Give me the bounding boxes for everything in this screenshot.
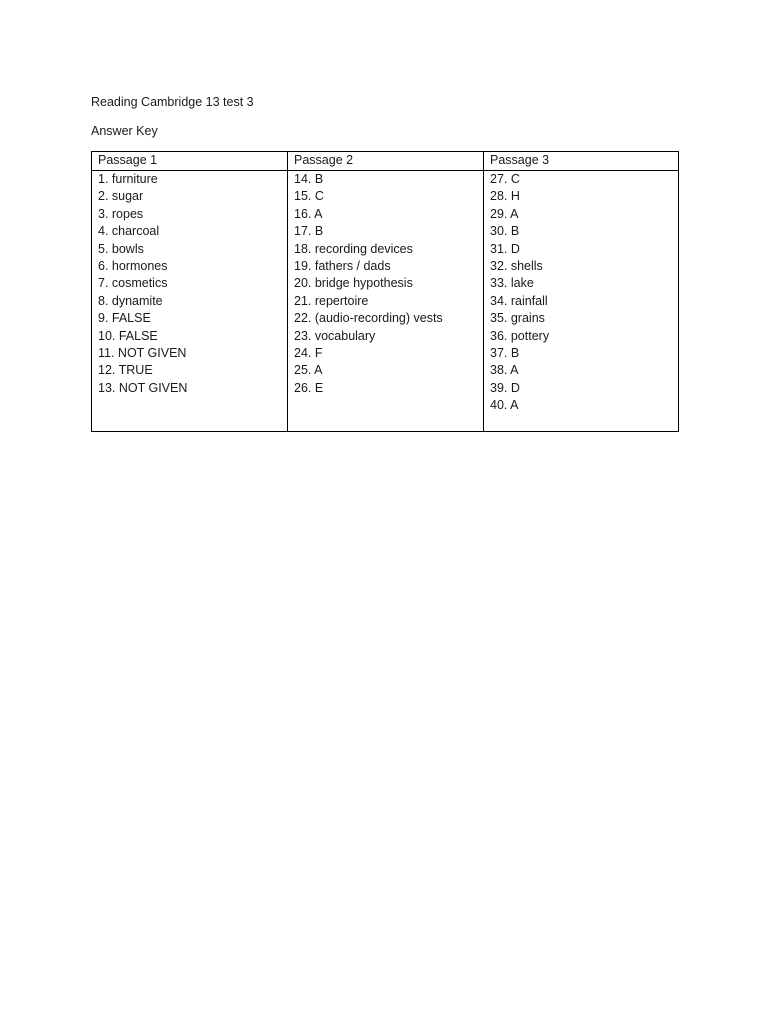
answer-item: 9. FALSE — [98, 311, 151, 326]
answer-item: 32. shells — [490, 259, 543, 274]
answer-item: 31. D — [490, 241, 520, 256]
answer-item: 38. A — [490, 363, 519, 378]
passage-2-answers — [288, 171, 484, 431]
answer-item: 12. TRUE — [98, 363, 153, 378]
passage-1-header: Passage 1 — [92, 152, 288, 171]
answer-item: 2. sugar — [98, 189, 144, 204]
passage-1-answers — [92, 171, 288, 431]
answer-item: 22. (audio-recording) vests — [294, 311, 443, 326]
answer-item: 26. E — [294, 380, 324, 395]
answer-item: 17. B — [294, 224, 324, 239]
answer-item: 6. hormones — [98, 259, 168, 274]
passage-2-header: Passage 2 — [288, 152, 484, 171]
answer-item: 1. furniture — [98, 172, 158, 186]
answer-item: 18. recording devices — [294, 241, 413, 256]
passage-3-header: Passage 3 — [484, 152, 678, 171]
answer-item: 37. B — [490, 346, 520, 361]
answer-item: 16. A — [294, 206, 323, 221]
answer-item: 25. A — [294, 363, 323, 378]
answer-item: 40. A — [490, 398, 519, 413]
answer-item: 15. C — [294, 189, 324, 204]
answer-item: 36. pottery — [490, 328, 550, 343]
answer-item: 21. repertoire — [294, 293, 369, 308]
answer-item: 4. charcoal — [98, 224, 160, 239]
answer-item: 34. rainfall — [490, 293, 548, 308]
answer-item: 24. F — [294, 346, 323, 361]
answer-item: 10. FALSE — [98, 328, 158, 343]
answer-item: 7. cosmetics — [98, 276, 168, 291]
answer-item: 8. dynamite — [98, 293, 163, 308]
answer-item: 28. H — [490, 189, 520, 204]
answer-item: 3. ropes — [98, 206, 144, 221]
answer-item: 13. NOT GIVEN — [98, 380, 188, 395]
answer-key-table — [91, 151, 679, 432]
answer-item: 33. lake — [490, 276, 534, 291]
answer-item: 30. B — [490, 224, 520, 239]
document-subtitle: Answer Key — [91, 124, 158, 138]
document-title: Reading Cambridge 13 test 3 — [91, 95, 254, 109]
answer-item: 23. vocabulary — [294, 328, 376, 343]
answer-item: 14. B — [294, 172, 324, 186]
answer-item: 11. NOT GIVEN — [98, 346, 187, 361]
answer-item: 5. bowls — [98, 241, 144, 256]
answer-item: 27. C — [490, 172, 520, 186]
passage-3-answers — [484, 171, 678, 431]
answer-item: 39. D — [490, 380, 520, 395]
answer-item: 20. bridge hypothesis — [294, 276, 413, 291]
answer-item: 35. grains — [490, 311, 545, 326]
answer-item: 19. fathers / dads — [294, 259, 391, 274]
answer-item: 29. A — [490, 206, 519, 221]
